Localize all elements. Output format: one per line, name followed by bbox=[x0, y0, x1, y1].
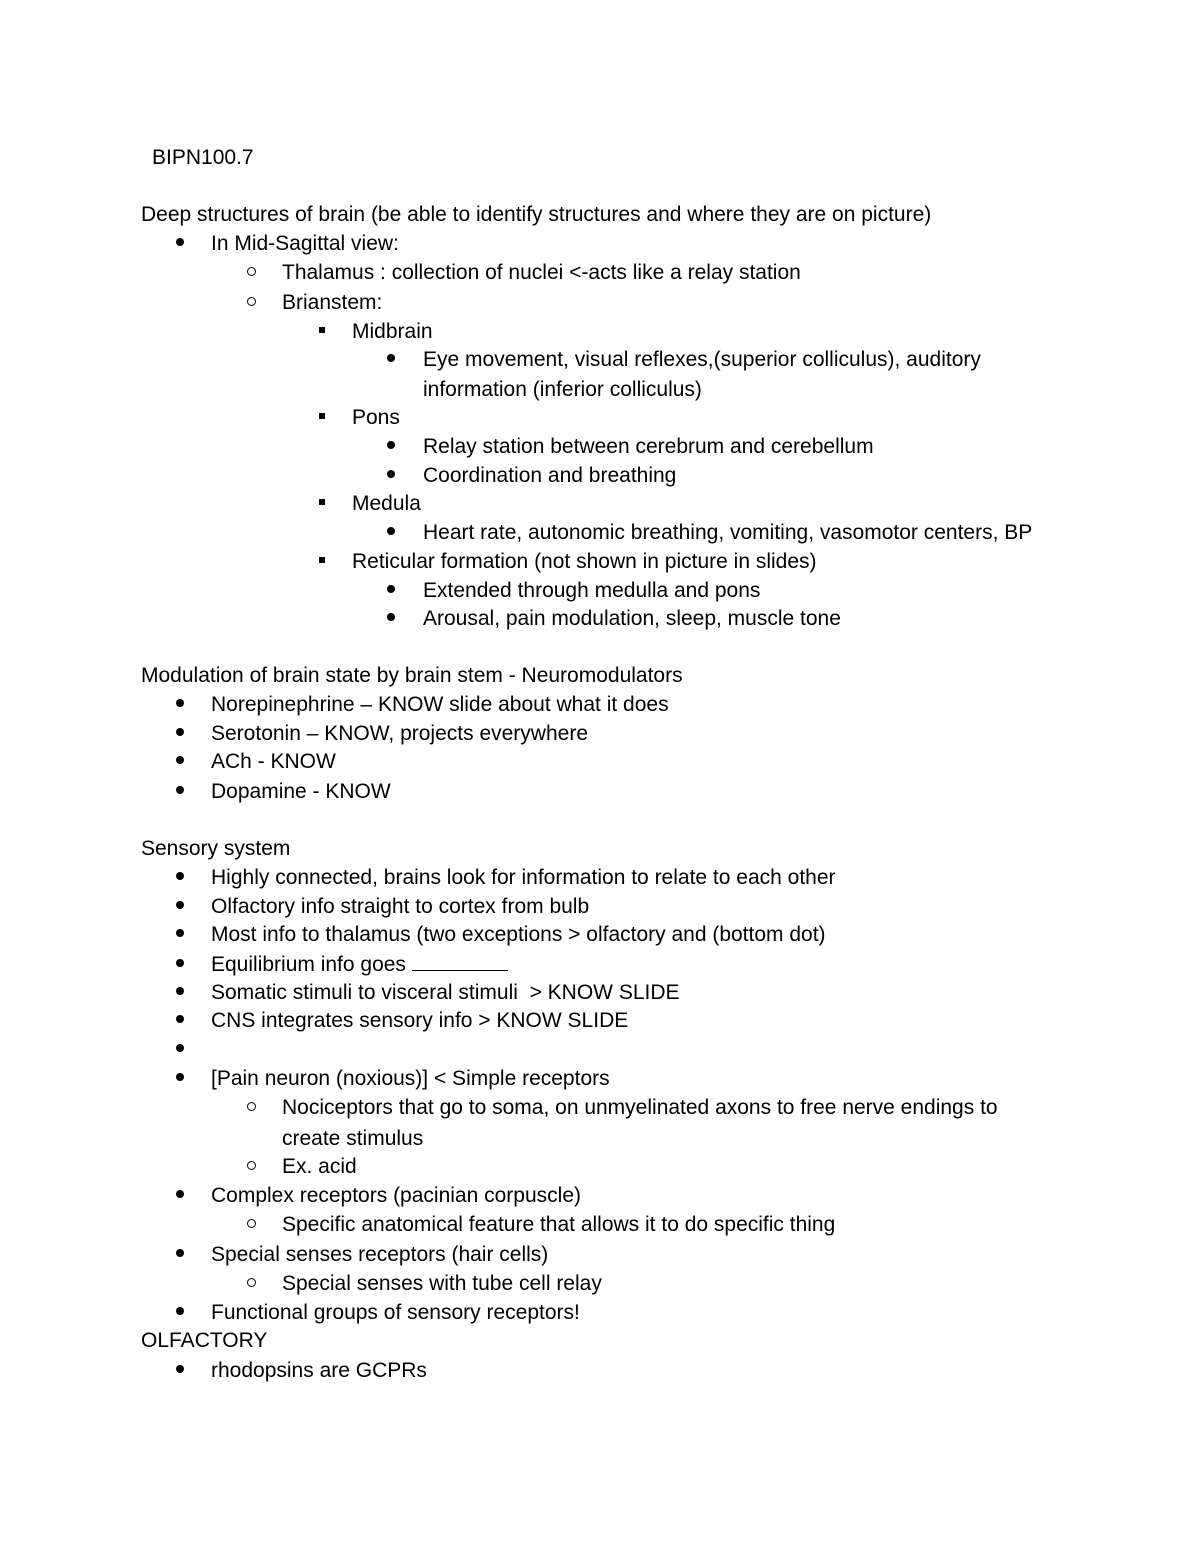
list-item: Olfactory info straight to cortex from bulb bbox=[211, 895, 590, 918]
list-item: Nociceptors that go to soma, on unmyelinated axons to free nerve endings to bbox=[282, 1096, 998, 1119]
bullet-icon bbox=[387, 441, 395, 449]
list-item: Specific anatomical feature that allows it to do specific thing bbox=[282, 1213, 836, 1236]
bullet-icon bbox=[176, 238, 184, 246]
bullet-icon bbox=[176, 1044, 184, 1052]
bullet-icon bbox=[387, 470, 395, 478]
list-item: Arousal, pain modulation, sleep, muscle tone bbox=[423, 607, 841, 630]
bullet-icon bbox=[176, 959, 184, 967]
list-item: ACh - KNOW bbox=[211, 750, 336, 773]
list-item: Heart rate, autonomic breathing, vomiting, vasomotor centers, BP bbox=[423, 521, 1033, 544]
fill-in-blank bbox=[412, 952, 508, 971]
list-item: Ex. acid bbox=[282, 1155, 357, 1178]
list-item: Midbrain bbox=[352, 320, 433, 343]
bullet-icon bbox=[387, 527, 395, 535]
bullet-icon bbox=[176, 756, 184, 764]
bullet-icon bbox=[387, 585, 395, 593]
list-item bbox=[211, 950, 508, 979]
list-item-continuation: information (inferior colliculus) bbox=[423, 378, 702, 401]
bullet-icon bbox=[176, 1365, 184, 1373]
list-item: Eye movement, visual reflexes,(superior colliculus), auditory bbox=[423, 348, 981, 371]
circle-bullet-icon bbox=[247, 267, 256, 276]
bullet-icon bbox=[176, 786, 184, 794]
section-heading-deep-structures: Deep structures of brain (be able to identify structures and where they are on picture) bbox=[141, 203, 932, 226]
square-bullet-icon bbox=[319, 413, 325, 419]
circle-bullet-icon bbox=[247, 297, 256, 306]
list-item: CNS integrates sensory info > KNOW SLIDE bbox=[211, 1009, 629, 1032]
list-item: Norepinephrine – KNOW slide about what it does bbox=[211, 693, 669, 716]
bullet-icon bbox=[176, 1015, 184, 1023]
list-item: Brianstem: bbox=[282, 291, 383, 314]
bullet-icon bbox=[176, 872, 184, 880]
course-code: BIPN100.7 bbox=[152, 146, 254, 169]
list-item: Highly connected, brains look for information to relate to each other bbox=[211, 866, 836, 889]
list-item: In Mid-Sagittal view: bbox=[211, 232, 399, 255]
list-item: Special senses receptors (hair cells) bbox=[211, 1243, 549, 1266]
list-item: Extended through medulla and pons bbox=[423, 579, 761, 602]
list-item: Reticular formation (not shown in picture in slides) bbox=[352, 550, 817, 573]
list-item: Special senses with tube cell relay bbox=[282, 1272, 602, 1295]
list-item: [Pain neuron (noxious)] < Simple receptors bbox=[211, 1067, 610, 1090]
bullet-icon bbox=[176, 901, 184, 909]
list-item: Relay station between cerebrum and cerebellum bbox=[423, 435, 874, 458]
bullet-icon bbox=[176, 728, 184, 736]
section-heading-sensory-system: Sensory system bbox=[141, 837, 291, 860]
circle-bullet-icon bbox=[247, 1219, 256, 1228]
list-item: Coordination and breathing bbox=[423, 464, 677, 487]
section-heading-neuromodulators: Modulation of brain state by brain stem - Neuromodulators bbox=[141, 664, 683, 687]
list-item: Most info to thalamus (two exceptions > olfactory and (bottom dot) bbox=[211, 923, 826, 946]
square-bullet-icon bbox=[319, 557, 325, 563]
bullet-icon bbox=[176, 987, 184, 995]
circle-bullet-icon bbox=[247, 1278, 256, 1287]
square-bullet-icon bbox=[319, 327, 325, 333]
list-item: Dopamine - KNOW bbox=[211, 780, 391, 803]
bullet-icon bbox=[176, 1073, 184, 1081]
list-item-text: Equilibrium info goes bbox=[211, 953, 406, 976]
list-item: rhodopsins are GCPRs bbox=[211, 1359, 427, 1382]
list-item: Thalamus : collection of nuclei <-acts like a relay station bbox=[282, 261, 801, 284]
section-heading-olfactory: OLFACTORY bbox=[141, 1329, 268, 1352]
bullet-icon bbox=[387, 613, 395, 621]
list-item: Somatic stimuli to visceral stimuli > KNOW SLIDE bbox=[211, 981, 680, 1004]
list-item: Medula bbox=[352, 492, 421, 515]
list-item: Serotonin – KNOW, projects everywhere bbox=[211, 722, 588, 745]
list-item-continuation: create stimulus bbox=[282, 1127, 424, 1150]
bullet-icon bbox=[176, 1249, 184, 1257]
square-bullet-icon bbox=[319, 499, 325, 505]
circle-bullet-icon bbox=[247, 1161, 256, 1170]
bullet-icon bbox=[176, 1190, 184, 1198]
list-item: Pons bbox=[352, 406, 400, 429]
list-item: Functional groups of sensory receptors! bbox=[211, 1301, 580, 1324]
bullet-icon bbox=[176, 929, 184, 937]
bullet-icon bbox=[176, 699, 184, 707]
circle-bullet-icon bbox=[247, 1102, 256, 1111]
bullet-icon bbox=[176, 1307, 184, 1315]
bullet-icon bbox=[387, 354, 395, 362]
list-item: Complex receptors (pacinian corpuscle) bbox=[211, 1184, 581, 1207]
